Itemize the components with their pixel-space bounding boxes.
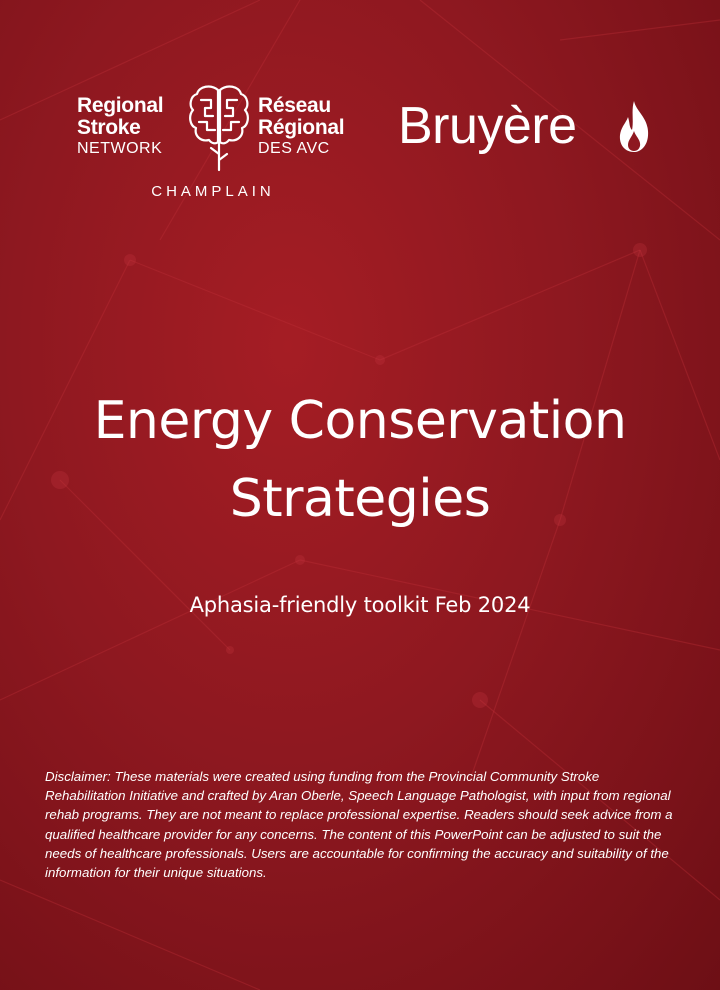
title-line-2: Strategies [229, 469, 491, 529]
page-title [0, 382, 720, 538]
rsn-en-line1: Regional [77, 94, 164, 117]
rsn-en-line2: Stroke [77, 116, 141, 139]
rsn-fr-line1: Réseau [258, 94, 331, 117]
disclaimer-text: Disclaimer: These materials were created using funding from the Provincial Community Stroke Rehabilitation Initiative and crafted by Aran Oberle, Speech Language Pathologist, with input from regional rehab programs. They are not meant to replace professional expertise. Readers should seek advice from a qualified healthcare provider for any concerns. The content of this PowerPoint can be adjusted to suit the needs of healthcare professionals. Users are accountable for confirming the accuracy and suitability of the information for their unique situations. [45, 769, 673, 881]
rsn-french-wordmark [258, 95, 344, 158]
bruyere-wordmark: Bruyère [398, 97, 577, 155]
logo-bar [0, 0, 720, 220]
rsn-en-line3: NETWORK [77, 140, 163, 157]
rsn-fr-line2: Régional [258, 116, 345, 139]
flame-icon [617, 101, 651, 153]
rsn-english-wordmark [77, 95, 163, 158]
brain-icon [187, 82, 251, 174]
title-line-1: Energy Conservation [93, 391, 627, 451]
champlain-label: CHAMPLAIN [151, 183, 275, 200]
rsn-fr-line3: DES AVC [258, 140, 330, 157]
subtitle: Aphasia-friendly toolkit Feb 2024 [189, 593, 531, 617]
